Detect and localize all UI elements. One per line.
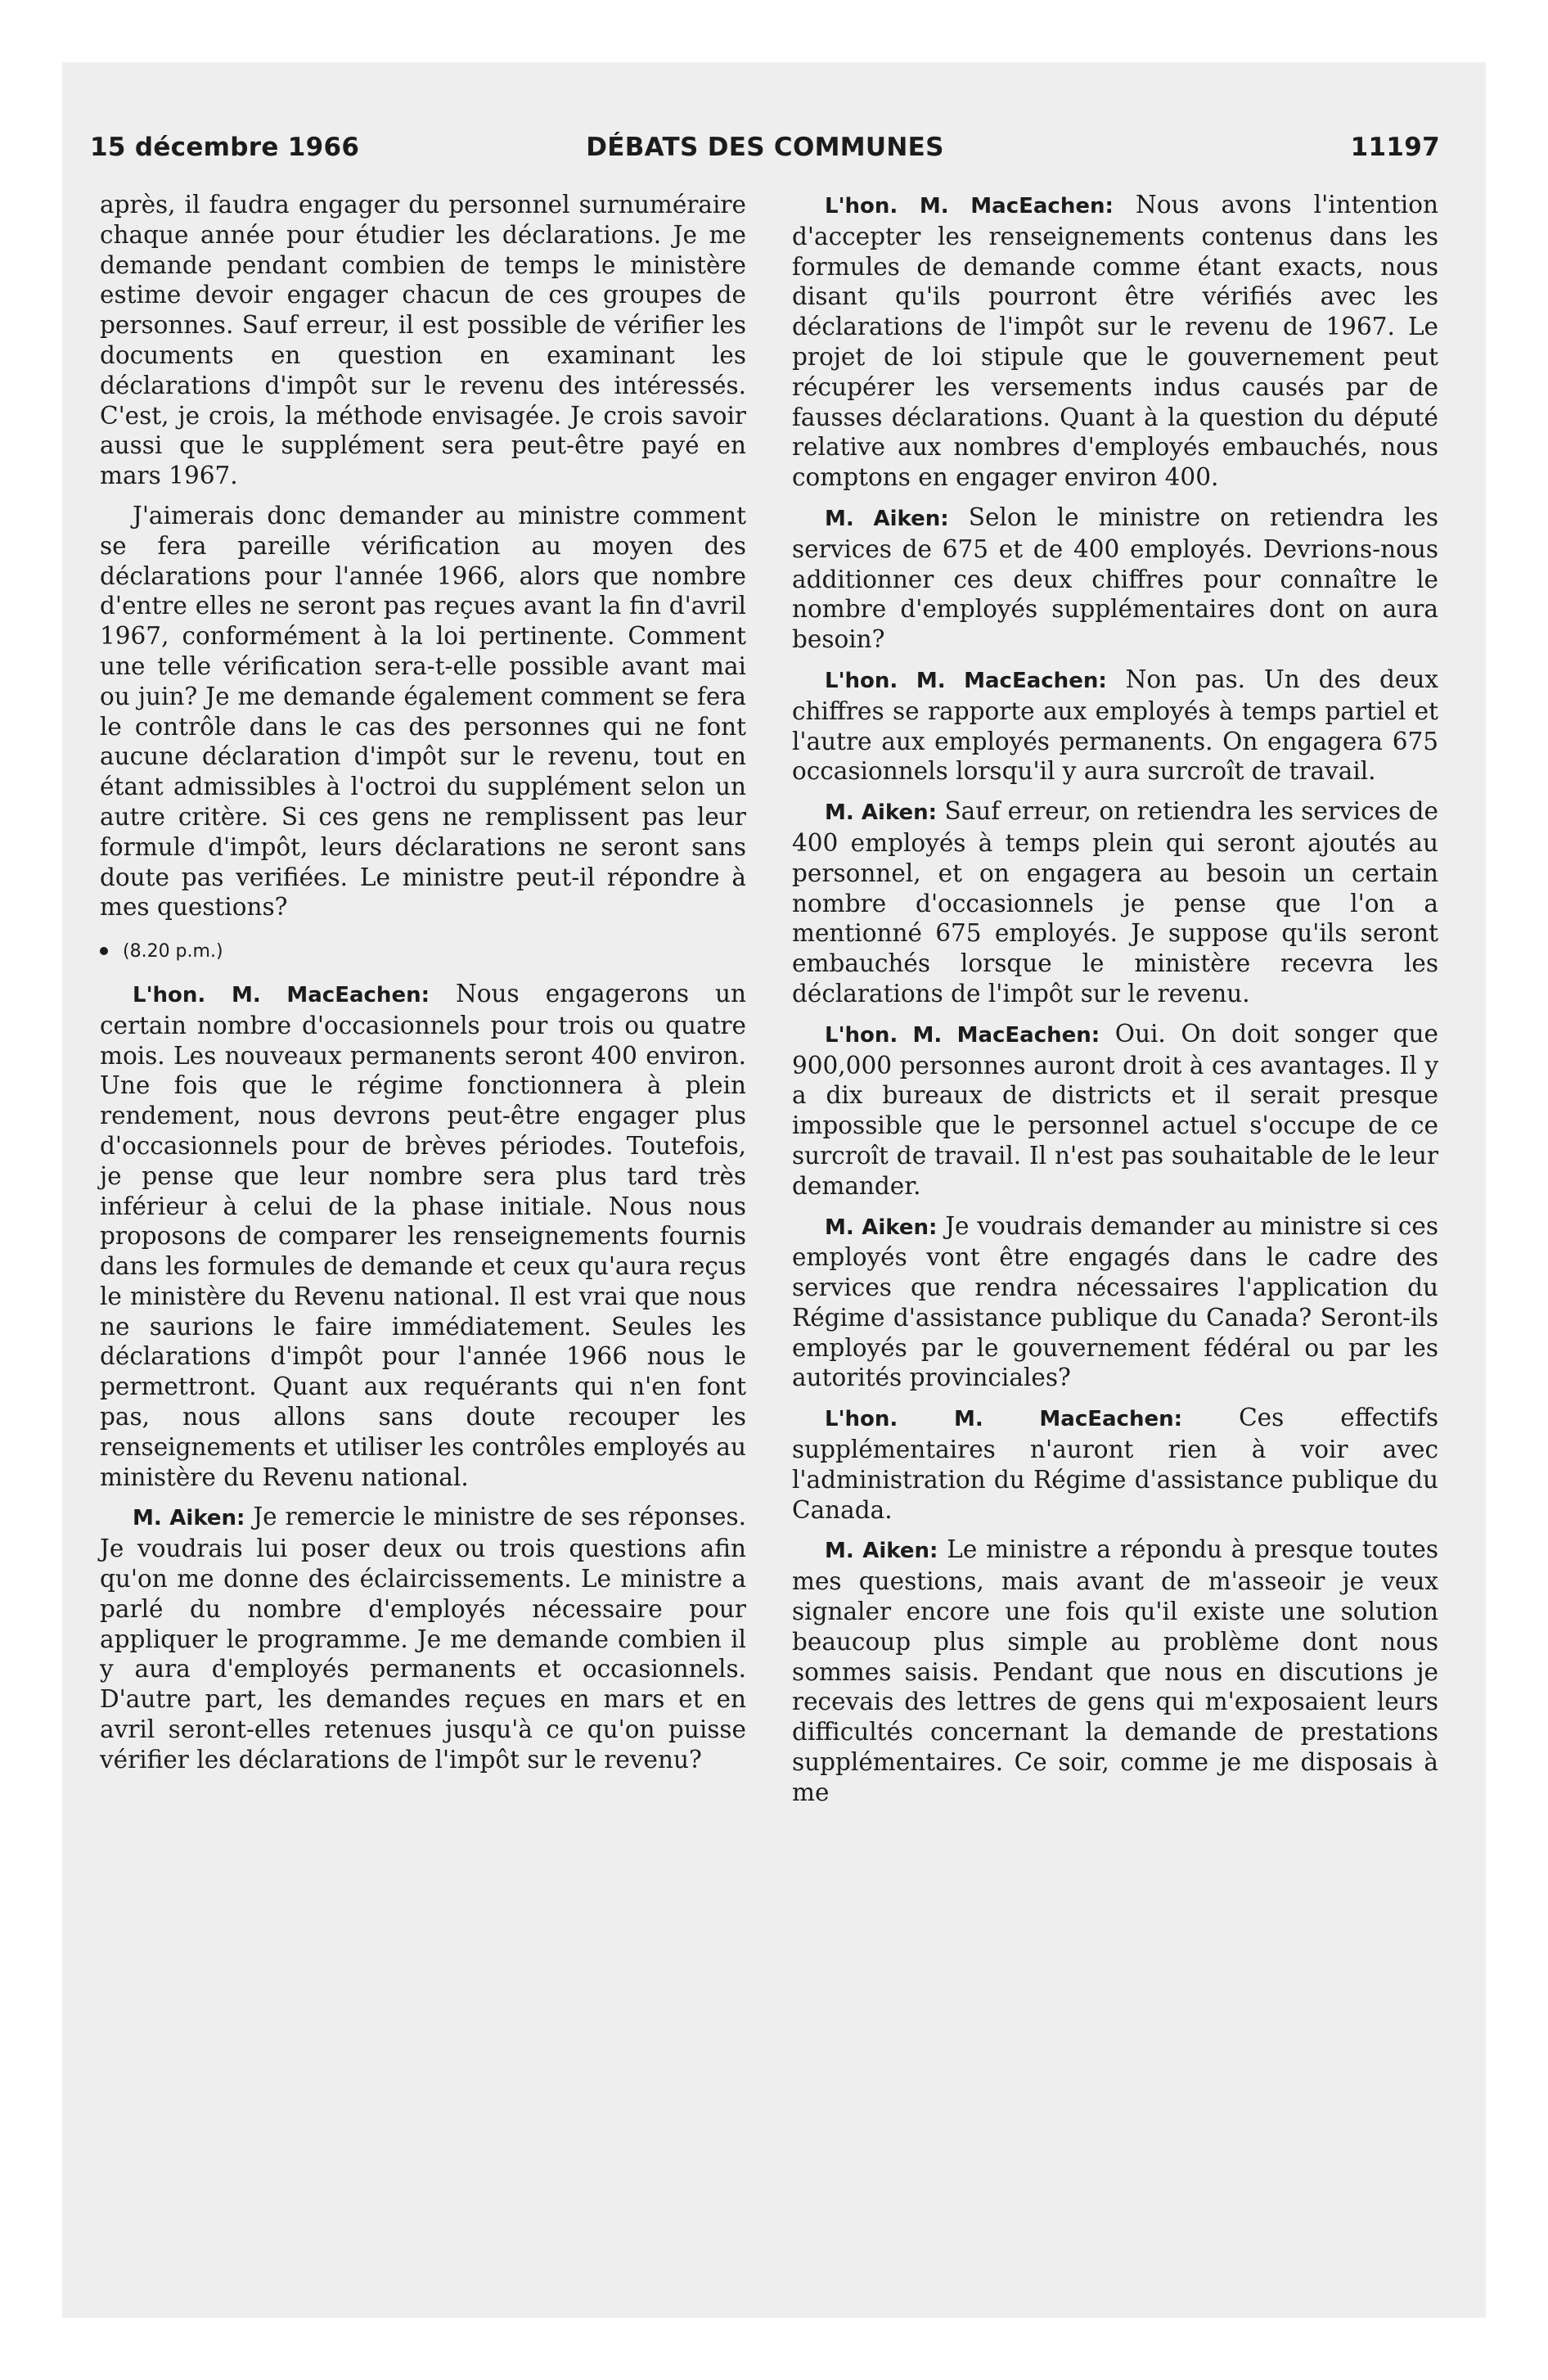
- paragraph: [792, 1535, 1438, 1807]
- paragraph-text: Je voudrais demander au ministre si ces employés vont être engagés dans le cadre des services que rendra nécessaires l'application du Régime d'assistance publique du Canada? Seront-ils employés par le gouvernement fédéral ou par les autorités provinciales?: [792, 1211, 1438, 1392]
- speaker-name: M. Aiken:: [825, 800, 938, 826]
- paragraph-text: Je remercie le ministre de ses réponses. Je voudrais lui poser deux ou trois questions afin qu'on me donne des éclaircissements. Le ministre a parlé du nombre d'employés nécessaire pour appliquer le programme. Je me demande combien il y aura d'employés permanents et occasionnels. D'autre part, les demandes reçues en mars et en avril seront-elles retenues jusqu'à ce qu'on puisse vérifier les déclarations de l'impôt sur le revenu?: [100, 1503, 746, 1774]
- paragraph-text: Le ministre a répondu à presque toutes mes questions, mais avant de m'asseoir je veux signaler encore une fois qu'il existe une solution beaucoup plus simple au problème dont nous sommes saisis. Pendant que nous en discutions je recevais des lettres de gens qui m'exposaient leurs difficultés concernant la demande de prestations supplémentaires. Ce soir, comme je me disposais à me: [792, 1535, 1438, 1806]
- speaker-name: M. Aiken:: [825, 1215, 938, 1240]
- paragraph-text: Selon le ministre on retiendra les services de 675 et de 400 employés. Devrions-nous additionner ces deux chiffres pour connaître le nombre d'employés supplémentaires dont on aura besoin?: [792, 503, 1438, 654]
- paragraph-text: J'aimerais donc demander au ministre comment se fera pareille vérification au moyen des déclarations pour l'année 1966, alors que nombre d'entre elles ne seront pas reçues avant la fin d'avril 1967, conformément à la loi pertinente. Comment une telle vérification sera-t-elle possible avant mai ou juin? Je me demande également comment se fera le contrôle dans le cas des personnes qui ne font aucune déclaration d'impôt sur le revenu, tout en étant admissibles à l'octroi du supplément selon un autre critère. Si ces gens ne remplissent pas leur formule d'impôt, leurs déclarations ne seront sans doute pas verifiées. Le ministre peut-il répondre à mes questions?: [100, 501, 746, 922]
- speaker-name: L'hon. M. MacEachen:: [825, 1407, 1183, 1432]
- paragraph: [792, 190, 1438, 493]
- paragraph: [792, 796, 1438, 1009]
- header-page-number: 11197: [1350, 133, 1440, 162]
- paragraph-text: Non pas. Un des deux chiffres se rapporte aux employés à temps partiel et l'autre aux employés permanents. On engagera 675 occasionnels lorsqu'il y aura surcroît de travail.: [792, 665, 1438, 786]
- speaker-name: M. Aiken:: [825, 1539, 938, 1564]
- paragraph: [100, 1502, 746, 1774]
- paragraph: [792, 1403, 1438, 1525]
- paragraph: [792, 665, 1438, 787]
- paragraph: [100, 190, 746, 491]
- paragraph: [792, 503, 1438, 655]
- bullet-icon: [100, 947, 108, 955]
- paragraph-text: Ces effectifs supplémentaires n'auront rien à voir avec l'administration du Régime d'assistance publique du Canada.: [792, 1404, 1438, 1524]
- header-title: DÉBATS DES COMMUNES: [586, 133, 944, 162]
- paragraph: [100, 501, 746, 922]
- paragraph-text: Nous avons l'intention d'accepter les renseignements contenus dans les formules de demande comme étant exacts, nous disant qu'ils pourront être vérifiés avec les déclarations de l'impôt sur le revenu de 1967. Le projet de loi stipule que le gouvernement peut récupérer les versements indus causés par de fausses déclarations. Quant à la question du député relative aux nombres d'employés embauchés, nous comptons en engager environ 400.: [792, 191, 1438, 492]
- paragraph: [792, 1211, 1438, 1394]
- right-column: [792, 190, 1438, 1818]
- speaker-name: M. Aiken:: [133, 1506, 245, 1531]
- paragraph-text: Oui. On doit songer que 900,000 personnes auront droit à ces avantages. Il y a dix bureaux de districts et il serait presque impossible que le personnel actuel s'occupe de ce surcroît de travail. Il n'est pas souhaitable de le leur demander.: [792, 1019, 1438, 1200]
- paragraph-text: Nous engagerons un certain nombre d'occasionnels pour trois ou quatre mois. Les nouveaux permanents seront 400 environ. Une fois que le régime fonctionnera à plein rendement, nous devrons peut-être engager plus d'occasionnels pour de brèves périodes. Toutefois, je pense que leur nombre sera plus tard très inférieur à celui de la phase initiale. Nous nous proposons de comparer les renseignements fournis dans les formules de demande et ceux qu'aura reçus le ministère du Revenu national. Il est vrai que nous ne saurions le faire immédiatement. Seules les déclarations d'impôt pour l'année 1966 nous le permettront. Quant aux requérants qui n'en font pas, nous allons sans doute recouper les renseignements et utiliser les contrôles employés au ministère du Revenu national.: [100, 979, 746, 1491]
- paragraph-text: Sauf erreur, on retiendra les services de 400 employés à temps plein qui seront ajoutés au personnel, et on engagera au besoin un certain nombre d'occasionnels je pense que l'on a mentionné 675 employés. Je suppose qu'ils seront embauchés lorsque le ministère recevra les déclarations de l'impôt sur le revenu.: [792, 797, 1438, 1007]
- speaker-name: L'hon. M. MacEachen:: [825, 1022, 1100, 1048]
- speaker-name: L'hon. M. MacEachen:: [825, 194, 1114, 219]
- time-text: (8.20 p.m.): [123, 941, 223, 962]
- page-header: [90, 133, 1440, 174]
- paragraph-text: après, il faudra engager du personnel surnuméraire chaque année pour étudier les déclarations. Je me demande pendant combien de temps le ministère estime devoir engager chacun de ces groupes de personnes. Sauf erreur, il est possible de vérifier les documents en question en examinant les déclarations d'impôt sur le revenu des intéressés. C'est, je crois, la méthode envisagée. Je crois savoir aussi que le supplément sera peut-être payé en mars 1967.: [100, 191, 746, 490]
- header-date: 15 décembre 1966: [90, 133, 360, 162]
- left-column: [100, 190, 746, 1785]
- speaker-name: L'hon. M. MacEachen:: [133, 982, 430, 1007]
- paragraph: [100, 979, 746, 1493]
- speaker-name: L'hon. M. MacEachen:: [825, 668, 1107, 693]
- paragraph: [792, 1019, 1438, 1201]
- speaker-name: M. Aiken:: [825, 506, 949, 531]
- time-marker: [100, 937, 746, 967]
